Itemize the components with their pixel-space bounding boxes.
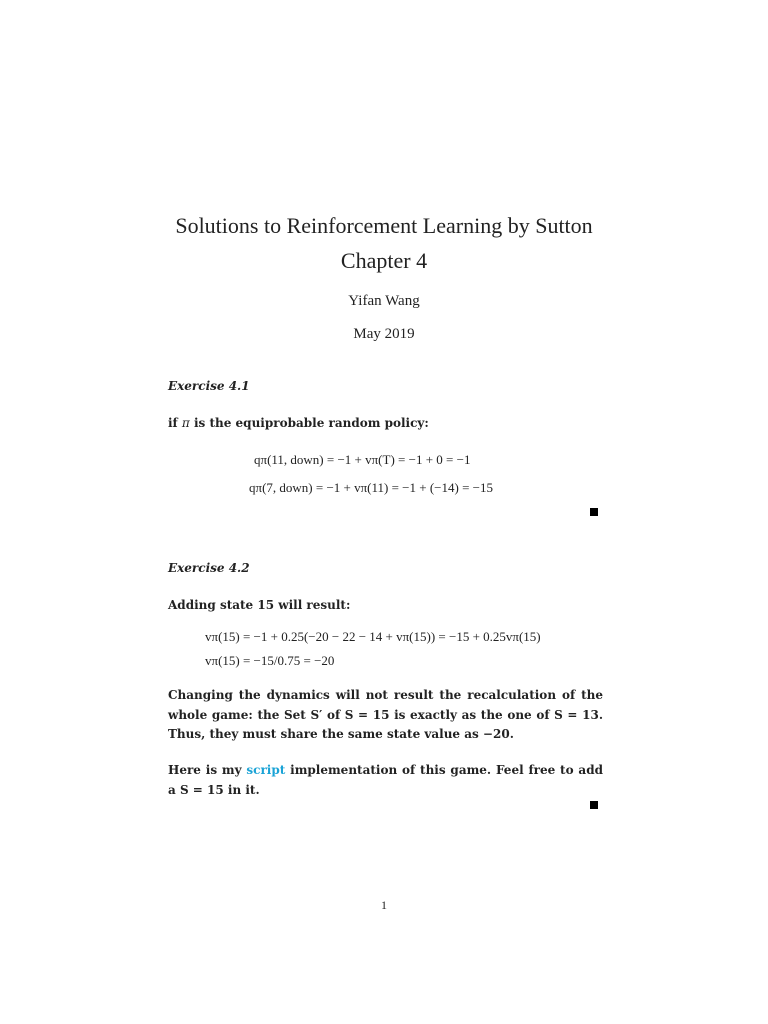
equation-v-15: vπ(15) = −1 + 0.25(−20 − 22 − 14 + vπ(15)) = −15 + 0.25vπ(15): [205, 629, 541, 644]
script-para-post: implementation of this game. Feel free to add a S = 15 in it.: [168, 763, 603, 797]
title-line-1: Solutions to Reinforcement Learning by Sutton: [175, 213, 593, 238]
qed-square-icon: [590, 801, 598, 809]
equation-q-7-down: qπ(7, down) = −1 + vπ(11) = −1 + (−14) = −15: [249, 480, 493, 495]
intro-pre: if: [168, 416, 182, 430]
exercise-4-1-intro: [168, 414, 603, 434]
title-line-2: Chapter 4: [340, 248, 428, 273]
script-para-pre: Here is my: [168, 763, 247, 777]
script-link[interactable]: script: [246, 763, 286, 777]
page-number: 1: [381, 898, 387, 912]
exercise-4-1-heading: Exercise 4.1: [168, 379, 250, 393]
exercise-4-2-heading: Exercise 4.2: [168, 561, 250, 575]
dynamics-paragraph: Changing the dynamics will not result the recalculation of the whole game: the Set S′ of S = 15 is exactly as the one of S = 13. Thus, they must share the same state value as −20.: [168, 688, 603, 741]
pi-symbol: π: [181, 416, 190, 430]
script-paragraph: [168, 761, 603, 800]
date: May 2019: [353, 326, 415, 342]
qed-square-icon: [590, 508, 598, 516]
equation-v-15-solved: vπ(15) = −15/0.75 = −20: [205, 653, 335, 668]
author: Yifan Wang: [348, 293, 420, 309]
exercise-4-2-intro: Adding state 15 will result:: [168, 598, 351, 612]
intro-post: is the equiprobable random policy:: [189, 416, 429, 430]
equation-q-11-down: qπ(11, down) = −1 + vπ(T) = −1 + 0 = −1: [254, 452, 471, 467]
